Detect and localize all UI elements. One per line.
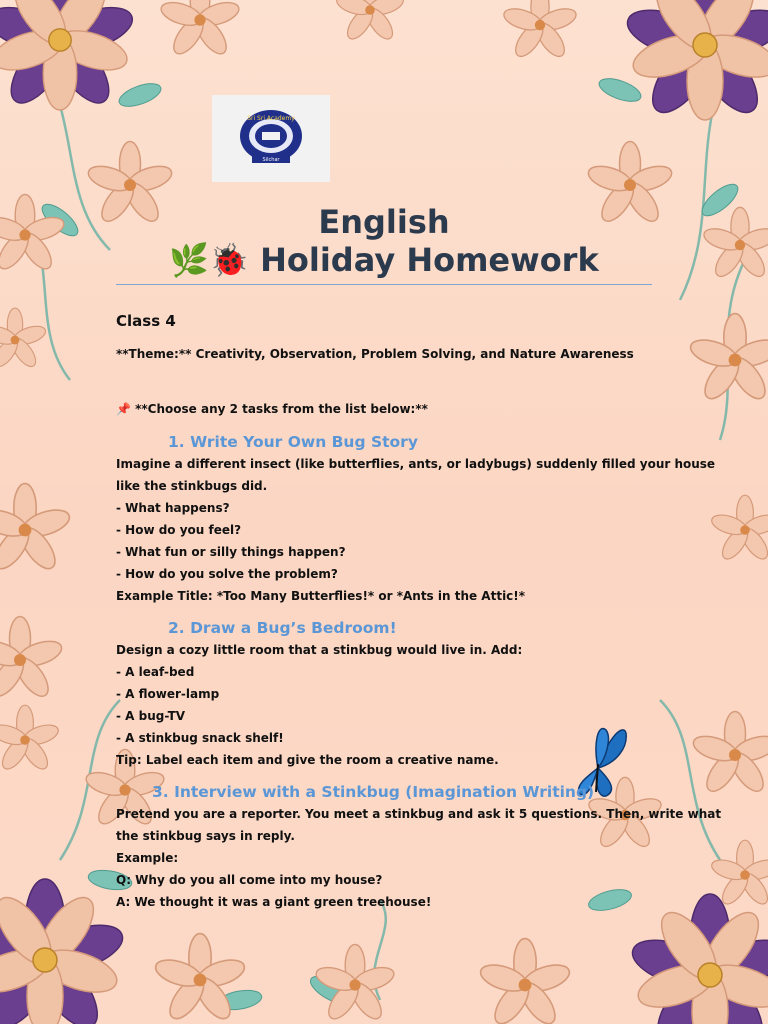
task2-line: Design a cozy little room that a stinkbug would live in. Add: [116,643,523,657]
page-title: English [318,203,450,241]
choose-line: 📌 **Choose any 2 tasks from the list below:** [116,402,428,416]
task2-line: - A bug-TV [116,709,186,723]
task1-line: like the stinkbugs did. [116,479,268,493]
task1-line: - What fun or silly things happen? [116,545,346,559]
task2-line: - A stinkbug snack shelf! [116,731,284,745]
logo-ring-text: Sri Sri Academy [247,115,295,122]
task3-line: A: We thought it was a giant green treehouse! [116,895,432,909]
task2-line: Tip: Label each item and give the room a creative name. [116,753,499,767]
title-divider [116,284,652,285]
page-subtitle: 🌿🐞 Holiday Homework [169,241,599,279]
task1-line: Imagine a different insect (like butterflies, ants, or ladybugs) suddenly filled your house [116,457,716,471]
task3-line: Example: [116,851,179,865]
theme-line: **Theme:** Creativity, Observation, Problem Solving, and Nature Awareness [116,347,634,361]
task1-heading: 1. Write Your Own Bug Story [168,433,418,451]
task1-line: - How do you feel? [116,523,242,537]
task1-line: - How do you solve the problem? [116,567,338,581]
task2-body [116,639,656,771]
task3-heading: 3. Interview with a Stinkbug (Imagination Writing) [152,783,595,801]
task3-line: Q: Why do you all come into my house? [116,873,383,887]
task1-body [116,453,716,607]
task3-line: the stinkbug says in reply. [116,829,295,843]
task3-line: Pretend you are a reporter. You meet a stinkbug and ask it 5 questions. Then, write what [116,807,722,821]
task2-line: - A flower-lamp [116,687,220,701]
class-label: Class 4 [116,312,176,330]
task3-body [116,803,722,913]
task2-heading: 2. Draw a Bug’s Bedroom! [168,619,397,637]
school-logo [212,95,330,182]
task1-line: Example Title: *Too Many Butterflies!* or *Ants in the Attic!* [116,589,526,603]
task2-line: - A leaf-bed [116,665,195,679]
logo-tagline: Silchar [262,157,280,163]
task1-line: - What happens? [116,501,230,515]
